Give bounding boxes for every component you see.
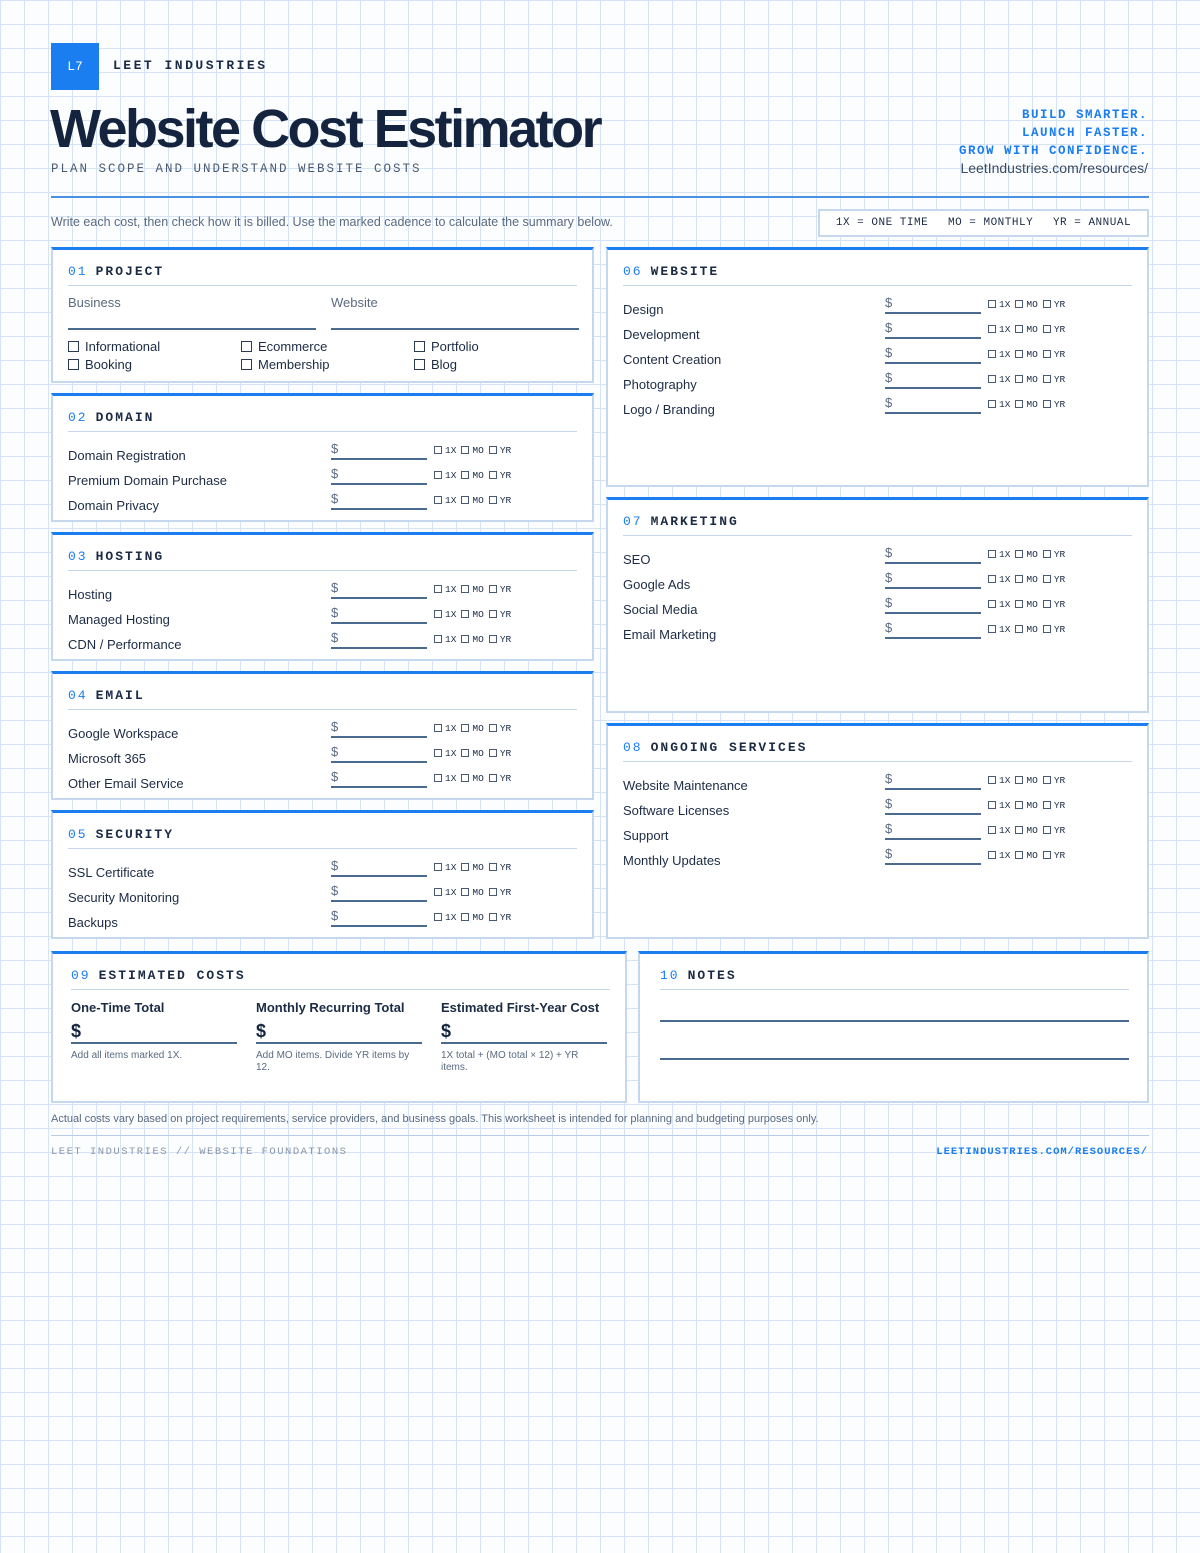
section-heading: 01 PROJECT: [68, 264, 165, 279]
checkbox-mo[interactable]: [1015, 801, 1023, 809]
cost-input[interactable]: [331, 483, 427, 485]
cost-input[interactable]: [331, 925, 427, 927]
item-label: Monthly Updates: [623, 853, 721, 868]
cost-input[interactable]: [885, 863, 981, 865]
item-label: Microsoft 365: [68, 751, 147, 766]
checkbox-mo[interactable]: [461, 724, 469, 732]
cost-input[interactable]: [885, 813, 981, 815]
cost-input[interactable]: [331, 736, 427, 738]
item-label: Logo / Branding: [623, 402, 715, 417]
cost-row: [623, 821, 1132, 846]
item-label: Website Maintenance: [623, 778, 748, 793]
item-label: Domain Privacy: [68, 498, 160, 513]
cost-row: [68, 908, 577, 933]
website-label: Website: [331, 295, 378, 310]
cadence-options[interactable]: 1X MO YR: [434, 748, 516, 759]
checkbox-yr[interactable]: [1043, 325, 1051, 333]
currency-symbol: $: [331, 491, 339, 506]
checkbox-1x[interactable]: [988, 300, 996, 308]
cadence-options[interactable]: 1X MO YR: [988, 624, 1070, 635]
section-heading: 09 ESTIMATED COSTS: [71, 968, 246, 983]
checkbox-mo[interactable]: [461, 749, 469, 757]
currency-symbol: $: [885, 595, 893, 610]
currency-symbol: $: [885, 570, 893, 585]
tagline-line: GROW WITH CONFIDENCE.: [958, 144, 1148, 158]
checkbox-mo[interactable]: [461, 888, 469, 896]
item-label: Development: [623, 327, 700, 342]
marketing-panel: [606, 497, 1149, 713]
divider: [68, 285, 577, 286]
currency-symbol: $: [331, 605, 339, 620]
checkbox-mo[interactable]: [1015, 600, 1023, 608]
cost-row: [623, 395, 1132, 420]
checkbox-mo[interactable]: [1015, 625, 1023, 633]
item-label: Social Media: [623, 602, 698, 617]
section-heading: 06 WEBSITE: [623, 264, 720, 279]
cost-row: [623, 796, 1132, 821]
checkbox-yr[interactable]: [489, 446, 497, 454]
item-label: Managed Hosting: [68, 612, 170, 627]
currency-symbol: $: [885, 545, 893, 560]
instructions: Write each cost, then check how it is billed. Use the marked cadence to calculate the summary below.: [51, 215, 613, 229]
notes-panel: [638, 951, 1149, 1103]
tagline-line: BUILD SMARTER.: [1021, 108, 1148, 122]
cost-row: [68, 858, 577, 883]
checkbox-1x[interactable]: [434, 635, 442, 643]
checkbox-yr[interactable]: [1043, 550, 1051, 558]
cadence-options[interactable]: 1X MO YR: [434, 609, 516, 620]
checkbox-mo[interactable]: [461, 585, 469, 593]
currency-symbol: $: [331, 719, 339, 734]
currency-symbol: $: [885, 846, 893, 861]
business-label: Business: [68, 295, 121, 310]
divider: [71, 989, 610, 990]
checkbox-yr[interactable]: [1043, 600, 1051, 608]
checkbox-yr[interactable]: [489, 774, 497, 782]
cost-input[interactable]: [331, 900, 427, 902]
divider: [623, 535, 1132, 536]
checkbox-membership[interactable]: Membership: [241, 357, 330, 372]
item-label: Security Monitoring: [68, 890, 180, 905]
checkbox-yr[interactable]: [1043, 575, 1051, 583]
cost-row: [68, 883, 577, 908]
checkbox-yr[interactable]: [489, 471, 497, 479]
item-label: Backups: [68, 915, 118, 930]
checkbox-mo[interactable]: [1015, 350, 1023, 358]
checkbox-1x[interactable]: [988, 350, 996, 358]
item-label: Google Workspace: [68, 726, 179, 741]
item-label: SSL Certificate: [68, 865, 155, 880]
cadence-options[interactable]: 1X MO YR: [988, 399, 1070, 410]
footer-link[interactable]: LEETINDUSTRIES.COM/RESOURCES/: [936, 1146, 1148, 1158]
checkbox-1x[interactable]: [434, 863, 442, 871]
currency-symbol: $: [885, 821, 893, 836]
cost-input[interactable]: [885, 412, 981, 414]
checkbox-mo[interactable]: [461, 610, 469, 618]
checkbox-mo[interactable]: [1015, 325, 1023, 333]
checkbox-mo[interactable]: [1015, 550, 1023, 558]
checkbox-yr[interactable]: [1043, 350, 1051, 358]
item-label: Domain Registration: [68, 448, 186, 463]
checkbox-1x[interactable]: [434, 585, 442, 593]
cost-input[interactable]: [885, 337, 981, 339]
cost-input[interactable]: [331, 622, 427, 624]
cost-row: [68, 744, 577, 769]
cost-input[interactable]: [885, 362, 981, 364]
cost-input[interactable]: [331, 875, 427, 877]
cadence-options[interactable]: 1X MO YR: [434, 634, 516, 645]
divider: [51, 196, 1149, 198]
cadence-options[interactable]: 1X MO YR: [434, 887, 516, 898]
currency-symbol: $: [331, 466, 339, 481]
project-panel: [51, 247, 594, 383]
monthly-recurring-total[interactable]: Monthly Recurring Total $ Add MO items. Divide YR items by 12.: [256, 1000, 422, 1074]
currency-symbol: $: [331, 908, 339, 923]
cost-row: [68, 441, 577, 466]
checkbox-blog[interactable]: Blog: [414, 357, 457, 372]
section-heading: 02 DOMAIN: [68, 410, 155, 425]
cadence-options[interactable]: 1X MO YR: [434, 495, 516, 506]
item-label: Support: [623, 828, 669, 843]
cost-input[interactable]: [885, 637, 981, 639]
hosting-panel: [51, 532, 594, 661]
cost-row: [623, 345, 1132, 370]
website-panel: [606, 247, 1149, 487]
cost-row: [68, 630, 577, 655]
checkbox-1x[interactable]: [434, 913, 442, 921]
checkbox-yr[interactable]: [489, 496, 497, 504]
currency-symbol: $: [885, 620, 893, 635]
item-label: Google Ads: [623, 577, 691, 592]
checkbox-yr[interactable]: [1043, 776, 1051, 784]
checkbox-mo[interactable]: [461, 635, 469, 643]
cadence-options[interactable]: 1X MO YR: [988, 299, 1070, 310]
section-heading: 07 MARKETING: [623, 514, 739, 529]
checkbox-1x[interactable]: [434, 749, 442, 757]
checkbox-ecommerce[interactable]: Ecommerce: [241, 339, 327, 354]
cost-input[interactable]: [331, 761, 427, 763]
checkbox-yr[interactable]: [489, 635, 497, 643]
cadence-options[interactable]: 1X MO YR: [434, 470, 516, 481]
currency-symbol: $: [885, 345, 893, 360]
security-panel: [51, 810, 594, 939]
cost-row: [68, 605, 577, 630]
divider: [68, 431, 577, 432]
checkbox-mo[interactable]: [1015, 851, 1023, 859]
cost-input[interactable]: [885, 587, 981, 589]
cost-row: [623, 295, 1132, 320]
checkbox-1x[interactable]: [434, 774, 442, 782]
checkbox-1x[interactable]: [988, 776, 996, 784]
checkbox-yr[interactable]: [489, 749, 497, 757]
currency-symbol: $: [885, 395, 893, 410]
checkbox-1x[interactable]: [988, 851, 996, 859]
checkbox-1x[interactable]: [434, 471, 442, 479]
checkbox-mo[interactable]: [1015, 575, 1023, 583]
cost-input[interactable]: [885, 387, 981, 389]
divider: [68, 848, 577, 849]
cadence-options[interactable]: 1X MO YR: [988, 825, 1070, 836]
currency-symbol: $: [885, 771, 893, 786]
currency-symbol: $: [331, 441, 339, 456]
cost-input[interactable]: [885, 562, 981, 564]
checkbox-booking[interactable]: Booking: [68, 357, 132, 372]
estimated-costs-panel: [51, 951, 627, 1103]
checkbox-1x[interactable]: [434, 610, 442, 618]
section-heading: 04 EMAIL: [68, 688, 145, 703]
checkbox-mo[interactable]: [1015, 300, 1023, 308]
item-label: Software Licenses: [623, 803, 730, 818]
cost-input[interactable]: [331, 647, 427, 649]
checkbox-mo[interactable]: [1015, 776, 1023, 784]
ongoing-services-panel: [606, 723, 1149, 939]
cost-input[interactable]: [331, 786, 427, 788]
checkbox-1x[interactable]: [988, 550, 996, 558]
cadence-options[interactable]: 1X MO YR: [988, 599, 1070, 610]
divider: [68, 709, 577, 710]
cost-row: [623, 620, 1132, 645]
checkbox-mo[interactable]: [461, 863, 469, 871]
cadence-options[interactable]: 1X MO YR: [434, 912, 516, 923]
page-title: Website Cost Estimator: [50, 99, 601, 159]
checkbox-yr[interactable]: [1043, 851, 1051, 859]
cadence-options[interactable]: 1X MO YR: [988, 374, 1070, 385]
cadence-options[interactable]: 1X MO YR: [988, 549, 1070, 560]
currency-symbol: $: [331, 769, 339, 784]
cost-row: [623, 545, 1132, 570]
checkbox-informational[interactable]: Informational: [68, 339, 160, 354]
checkbox-yr[interactable]: [489, 863, 497, 871]
cost-input[interactable]: [331, 597, 427, 599]
item-label: Design: [623, 302, 664, 317]
brand-name: LEET INDUSTRIES: [113, 58, 268, 73]
currency-symbol: $: [331, 744, 339, 759]
cost-row: [623, 771, 1132, 796]
checkbox-yr[interactable]: [489, 610, 497, 618]
checkbox-mo[interactable]: [461, 774, 469, 782]
divider: [51, 1135, 1149, 1136]
checkbox-yr[interactable]: [489, 724, 497, 732]
checkbox-mo[interactable]: [461, 471, 469, 479]
checkbox-1x[interactable]: [434, 496, 442, 504]
currency-symbol: $: [885, 295, 893, 310]
checkbox-yr[interactable]: [1043, 300, 1051, 308]
cost-row: [623, 320, 1132, 345]
item-label: Content Creation: [623, 352, 722, 367]
cost-row: [68, 466, 577, 491]
checkbox-1x[interactable]: [988, 826, 996, 834]
checkbox-yr[interactable]: [1043, 375, 1051, 383]
checkbox-mo[interactable]: [461, 446, 469, 454]
checkbox-yr[interactable]: [1043, 625, 1051, 633]
footer-brand: LEET INDUSTRIES // WEBSITE FOUNDATIONS: [51, 1146, 348, 1158]
checkbox-yr[interactable]: [1043, 801, 1051, 809]
one-time-total[interactable]: One-Time Total $ Add all items marked 1X.: [71, 1000, 237, 1062]
tagline-line: LAUNCH FASTER.: [1021, 126, 1148, 140]
item-label: Premium Domain Purchase: [68, 473, 227, 488]
cadence-options[interactable]: 1X MO YR: [988, 324, 1070, 335]
currency-symbol: $: [885, 796, 893, 811]
checkbox-yr[interactable]: [1043, 826, 1051, 834]
cost-input[interactable]: [885, 612, 981, 614]
cost-row: [68, 719, 577, 744]
section-heading: 05 SECURITY: [68, 827, 175, 842]
cadence-options[interactable]: 1X MO YR: [434, 445, 516, 456]
section-heading: 03 HOSTING: [68, 549, 165, 564]
cadence-options[interactable]: 1X MO YR: [988, 775, 1070, 786]
cost-row: [68, 769, 577, 794]
checkbox-mo[interactable]: [461, 913, 469, 921]
cadence-options[interactable]: 1X MO YR: [988, 850, 1070, 861]
checkbox-yr[interactable]: [1043, 400, 1051, 408]
cost-input[interactable]: [331, 508, 427, 510]
item-label: Hosting: [68, 587, 113, 602]
checkbox-portfolio[interactable]: Portfolio: [414, 339, 479, 354]
cadence-options[interactable]: 1X MO YR: [988, 349, 1070, 360]
notes-line[interactable]: [660, 1020, 1129, 1022]
legend-item: MO = MONTHLY: [947, 217, 1034, 229]
cadence-options[interactable]: 1X MO YR: [988, 574, 1070, 585]
divider: [623, 285, 1132, 286]
cost-row: [623, 570, 1132, 595]
item-label: Other Email Service: [68, 776, 184, 791]
checkbox-1x[interactable]: [988, 801, 996, 809]
currency-symbol: $: [885, 320, 893, 335]
cost-row: [623, 595, 1132, 620]
checkbox-1x[interactable]: [988, 600, 996, 608]
cost-input[interactable]: [885, 312, 981, 314]
checkbox-yr[interactable]: [489, 913, 497, 921]
cadence-legend: [818, 209, 1149, 237]
checkbox-mo[interactable]: [1015, 375, 1023, 383]
resources-link[interactable]: LeetIndustries.com/resources/: [960, 160, 1148, 176]
item-label: Email Marketing: [623, 627, 717, 642]
checkbox-1x[interactable]: [434, 888, 442, 896]
checkbox-yr[interactable]: [489, 888, 497, 896]
cost-row: [68, 491, 577, 516]
currency-symbol: $: [331, 580, 339, 595]
checkbox-1x[interactable]: [988, 325, 996, 333]
checkbox-mo[interactable]: [1015, 826, 1023, 834]
first-year-cost[interactable]: Estimated First-Year Cost $ 1X total + (MO total × 12) + YR items.: [441, 1000, 607, 1074]
checkbox-1x[interactable]: [988, 575, 996, 583]
website-field[interactable]: [331, 328, 579, 330]
page-subtitle: PLAN SCOPE AND UNDERSTAND WEBSITE COSTS: [51, 162, 422, 176]
section-heading: 10 NOTES: [660, 968, 737, 983]
tagline: [959, 106, 1148, 160]
currency-symbol: $: [331, 858, 339, 873]
notes-line[interactable]: [660, 1058, 1129, 1060]
cadence-options[interactable]: 1X MO YR: [434, 584, 516, 595]
legend-item: 1X = ONE TIME: [835, 217, 929, 229]
divider: [660, 989, 1129, 990]
domain-panel: [51, 393, 594, 522]
checkbox-1x[interactable]: [988, 625, 996, 633]
checkbox-1x[interactable]: [434, 724, 442, 732]
business-field[interactable]: [68, 328, 316, 330]
cadence-options[interactable]: 1X MO YR: [988, 800, 1070, 811]
legend-item: YR = ANNUAL: [1052, 217, 1132, 229]
section-heading: 08 ONGOING SERVICES: [623, 740, 808, 755]
item-label: SEO: [623, 552, 651, 567]
cadence-options[interactable]: 1X MO YR: [434, 723, 516, 734]
cost-input[interactable]: [885, 838, 981, 840]
checkbox-yr[interactable]: [489, 585, 497, 593]
cadence-options[interactable]: 1X MO YR: [434, 773, 516, 784]
cost-input[interactable]: [331, 458, 427, 460]
item-label: Photography: [623, 377, 697, 392]
cost-row: [623, 370, 1132, 395]
divider: [68, 570, 577, 571]
checkbox-1x[interactable]: [988, 400, 996, 408]
cost-row: [623, 846, 1132, 871]
cost-row: [68, 580, 577, 605]
cost-input[interactable]: [885, 788, 981, 790]
checkbox-mo[interactable]: [1015, 400, 1023, 408]
cadence-options[interactable]: 1X MO YR: [434, 862, 516, 873]
checkbox-1x[interactable]: [434, 446, 442, 454]
checkbox-1x[interactable]: [988, 375, 996, 383]
logo: L7: [51, 43, 99, 90]
currency-symbol: $: [331, 883, 339, 898]
checkbox-mo[interactable]: [461, 496, 469, 504]
currency-symbol: $: [331, 630, 339, 645]
divider: [623, 761, 1132, 762]
disclaimer: Actual costs vary based on project requirements, service providers, and business goals. This worksheet is intended for planning and budgeting purposes only.: [51, 1113, 819, 1125]
email-panel: [51, 671, 594, 800]
item-label: CDN / Performance: [68, 637, 182, 652]
currency-symbol: $: [885, 370, 893, 385]
